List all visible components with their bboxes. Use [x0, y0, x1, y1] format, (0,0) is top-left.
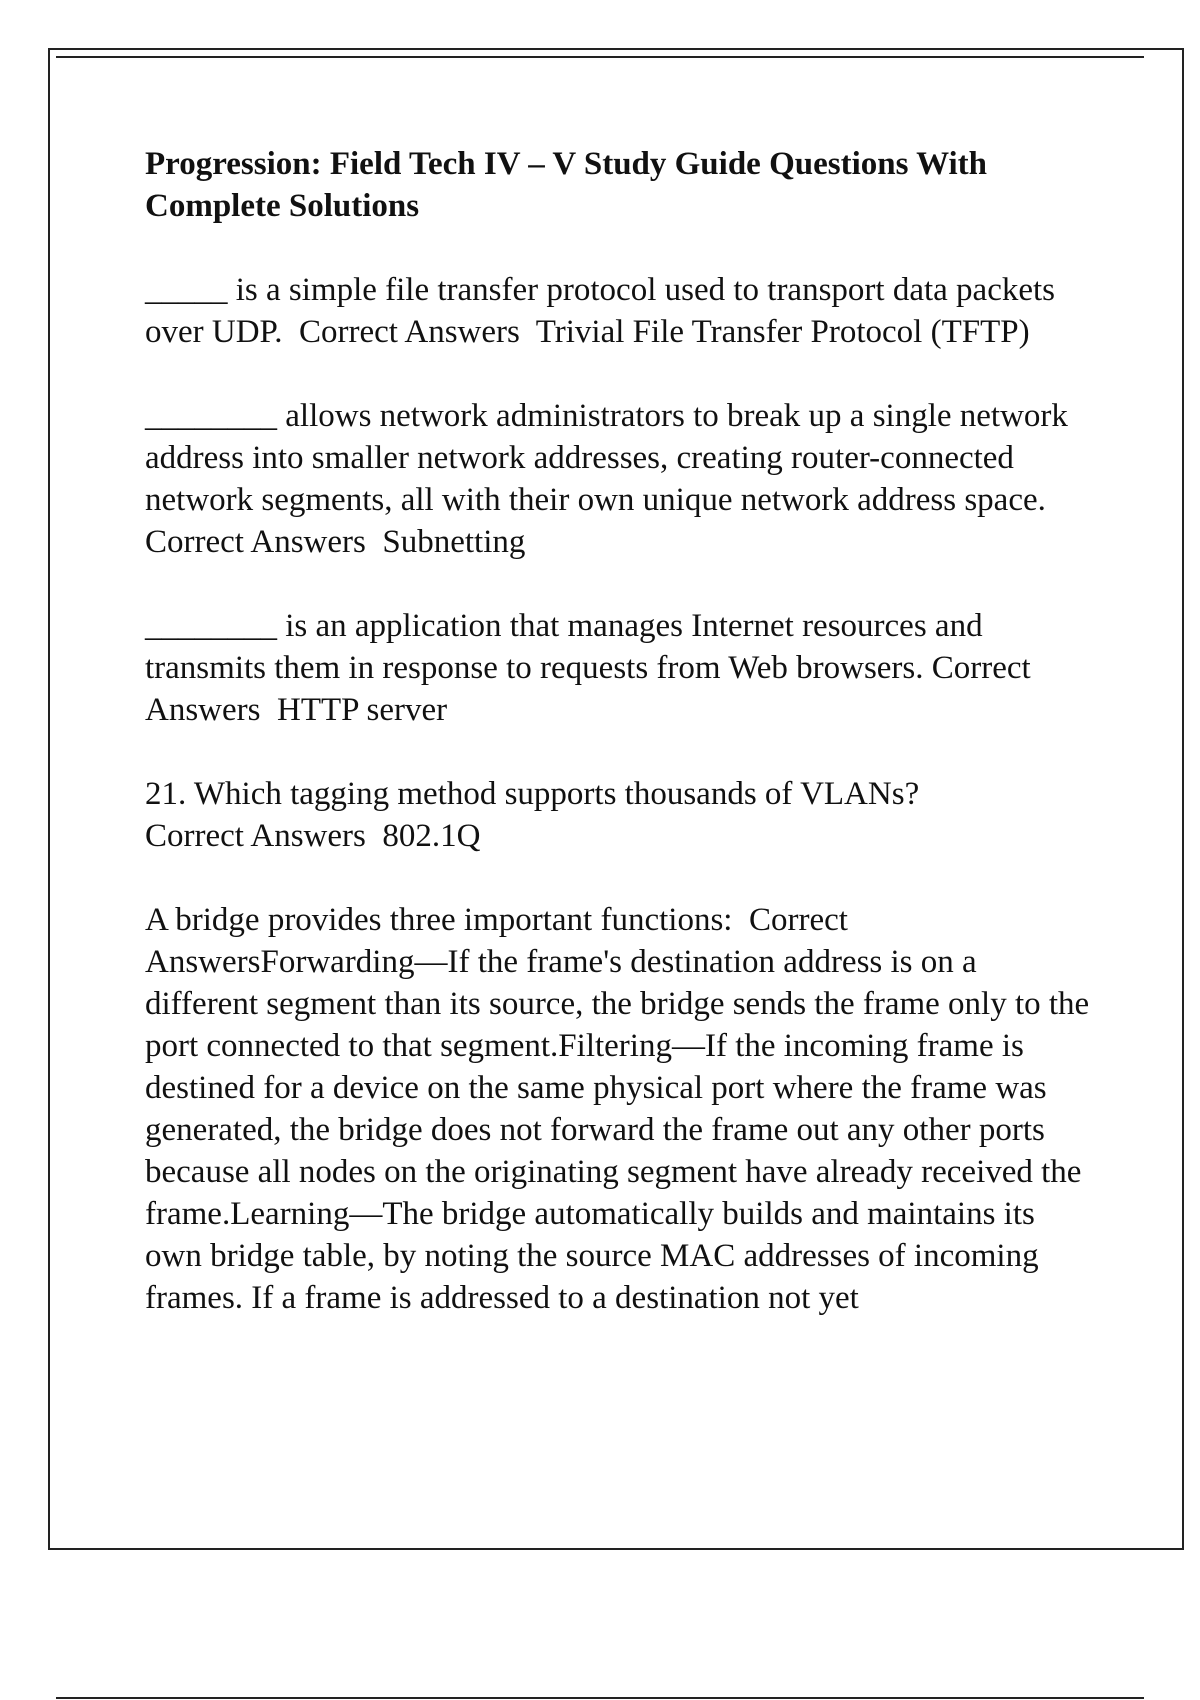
answer-text: 802.1Q: [382, 818, 481, 854]
answer-text: Subnetting: [382, 524, 526, 560]
answer-text: HTTP server: [276, 692, 448, 728]
document-body: [145, 143, 1095, 1361]
question-text: ________ allows network administrators to break up a single network address into smaller network addresses, creating router-connected network segments, all with their own unique network address space.: [145, 398, 1068, 518]
question-text: ________ is an application that manages Internet resources and transmits them in response to requests from Web browsers.: [145, 608, 983, 686]
question-text: A bridge provides three important functions:: [145, 902, 733, 938]
qa-entry-5: [145, 899, 1095, 1319]
answer-label: Correct Answers: [145, 524, 366, 560]
answer-label: Correct Answers: [145, 650, 1031, 728]
answer-line-forwarding: Forwarding—If the frame's destination address is on a different segment than its source, the bridge sends the frame only to the port connected to that segment.: [145, 944, 1090, 1064]
answer-line-learning: Learning—The bridge automatically builds and maintains its own bridge table, by noting the source MAC addresses of incoming frames. If a frame is addressed to a destination not yet: [145, 1196, 1039, 1316]
question-text: 21. Which tagging method supports thousands of VLANs?: [145, 776, 920, 812]
qa-entry-4: [145, 773, 1095, 857]
question-text: _____ is a simple file transfer protocol used to transport data packets over UDP.: [145, 272, 1055, 350]
qa-entry-2: [145, 395, 1095, 563]
document-title: Progression: Field Tech IV – V Study Guide Questions With Complete Solutions: [145, 146, 988, 224]
qa-entry-1: [145, 269, 1095, 353]
answer-label: Correct Answers: [145, 818, 366, 854]
bottom-rule: [56, 1697, 1144, 1699]
answer-text: Trivial File Transfer Protocol (TFTP): [535, 314, 1030, 350]
answer-label: Correct Answers: [145, 902, 848, 980]
answer-line-filtering: Filtering—If the incoming frame is destined for a device on the same physical port where the frame was generated, the bridge does not forward the frame out any other ports because all nodes on the originating segment have already received the frame.: [145, 1028, 1082, 1232]
answer-label: Correct Answers: [299, 314, 520, 350]
top-rule: [56, 56, 1144, 58]
qa-entry-3: [145, 605, 1095, 731]
